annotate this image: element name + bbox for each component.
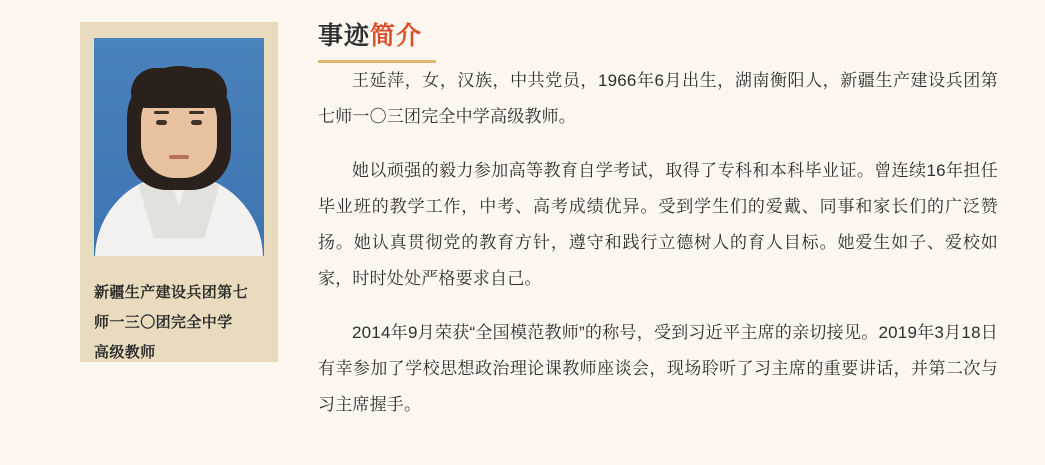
article-paragraph: 2014年9月荣获“全国模范教师”的称号，受到习近平主席的亲切接见。2019年3月18日有幸参加了学校思想政治理论课教师座谈会，现场聆听了习主席的重要讲话，并第二次与习主席握手。: [318, 323, 998, 414]
profile-caption-line: 高级教师: [94, 344, 156, 361]
article-paragraph: 王延萍，女，汉族，中共党员，1966年6月出生，湖南衡阳人，新疆生产建设兵团第七师一〇三团完全中学高级教师。: [318, 71, 998, 126]
profile-caption-line: 新疆生产建设兵团第七: [94, 284, 249, 301]
profile-caption: [94, 278, 264, 368]
section-title-prefix: 事迹: [318, 22, 371, 50]
profile-card: [80, 22, 278, 362]
section-title-suffix: 简介: [370, 22, 423, 50]
portrait-photo: [94, 38, 264, 256]
section-title: [318, 18, 998, 54]
portrait-eye-right: [191, 120, 202, 125]
portrait-eye-left: [156, 120, 167, 125]
article-content: [318, 18, 998, 423]
profile-caption-line: 师一三〇团完全中学: [94, 314, 233, 331]
portrait-fringe: [131, 68, 227, 108]
portrait-mouth: [169, 155, 189, 159]
portrait-eyebrow-left: [154, 111, 169, 114]
article-body: [318, 63, 998, 423]
article-paragraph: 她以顽强的毅力参加高等教育自学考试，取得了专科和本科毕业证。曾连续16年担任毕业班的教学工作，中考、高考成绩优异。受到学生们的爱戴、同事和家长们的广泛赞扬。她认真贯彻党的教育方针，遵守和践行立德树人的育人目标。她爱生如子、爱校如家，时时处处严格要求自己。: [318, 161, 998, 288]
portrait-eyebrow-right: [189, 111, 204, 114]
